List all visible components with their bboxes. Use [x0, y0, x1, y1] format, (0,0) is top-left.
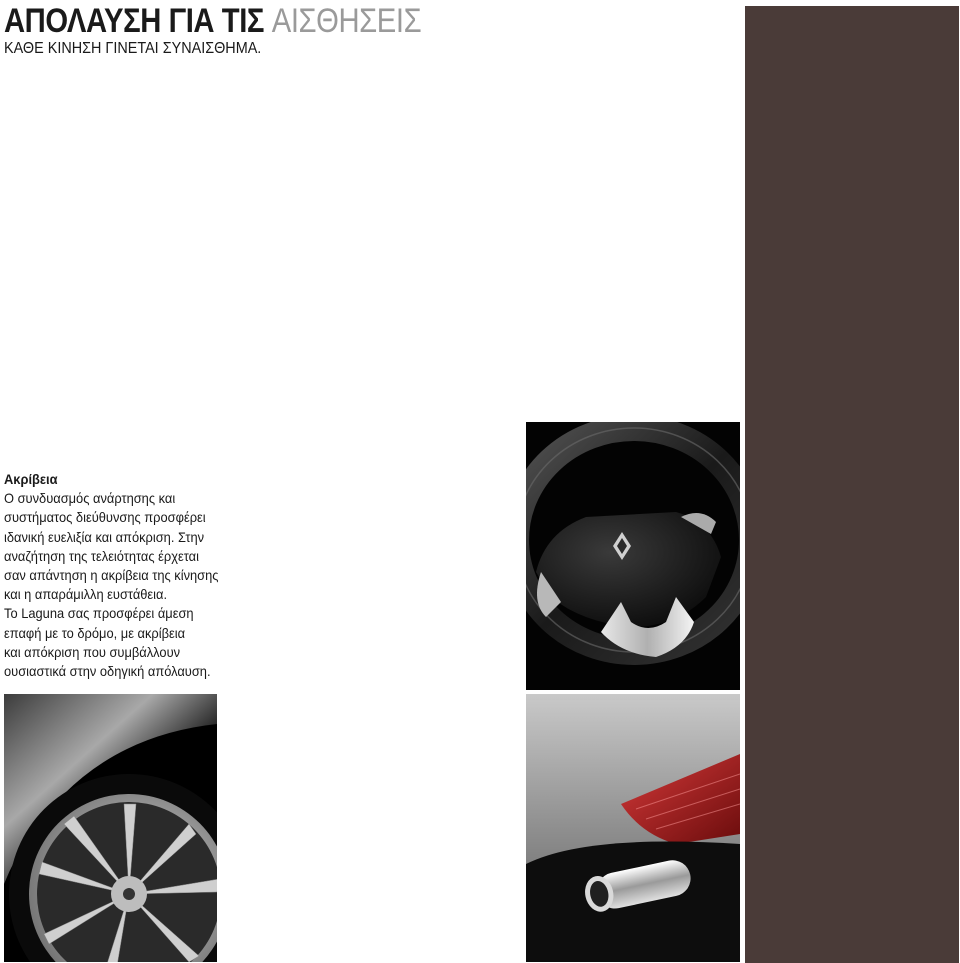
alloy-wheel-photo: [4, 694, 217, 962]
steering-wheel-photo: [526, 422, 740, 690]
color-panel: [745, 6, 959, 963]
exhaust-taillight-photo: [526, 694, 740, 962]
section-paragraph-2: Το Laguna σας προσφέρει άμεση επαφή με το δρόμο, με ακρίβεια και απόκριση που συμβάλλουν ουσιαστικά στην οδηγική απόλαυση.: [4, 605, 211, 680]
page-subtitle: ΚΑΘΕ ΚΙΝΗΣΗ ΓΙΝΕΤΑΙ ΣΥΝΑΙΣΘΗΜΑ.: [4, 40, 262, 57]
section-heading: Ακρίβεια: [4, 471, 58, 487]
precision-section: [4, 470, 234, 681]
title-dark-part: ΑΠΟΛΑΥΣΗ ΓΙΑ ΤΙΣ: [4, 2, 265, 40]
page-title: [4, 2, 421, 40]
section-paragraph-1: Ο συνδυασμός ανάρτησης και συστήματος διεύθυνσης προσφέρει ιδανική ευελιξία και απόκριση. Στην αναζήτηση της τελειότητας έρχεται σαν απάντηση η ακρίβεια της κίνησης και η απαράμιλλη ευστάθεια.: [4, 490, 219, 603]
title-light-part: ΑΙΣΘΗΣΕΙΣ: [271, 2, 422, 40]
